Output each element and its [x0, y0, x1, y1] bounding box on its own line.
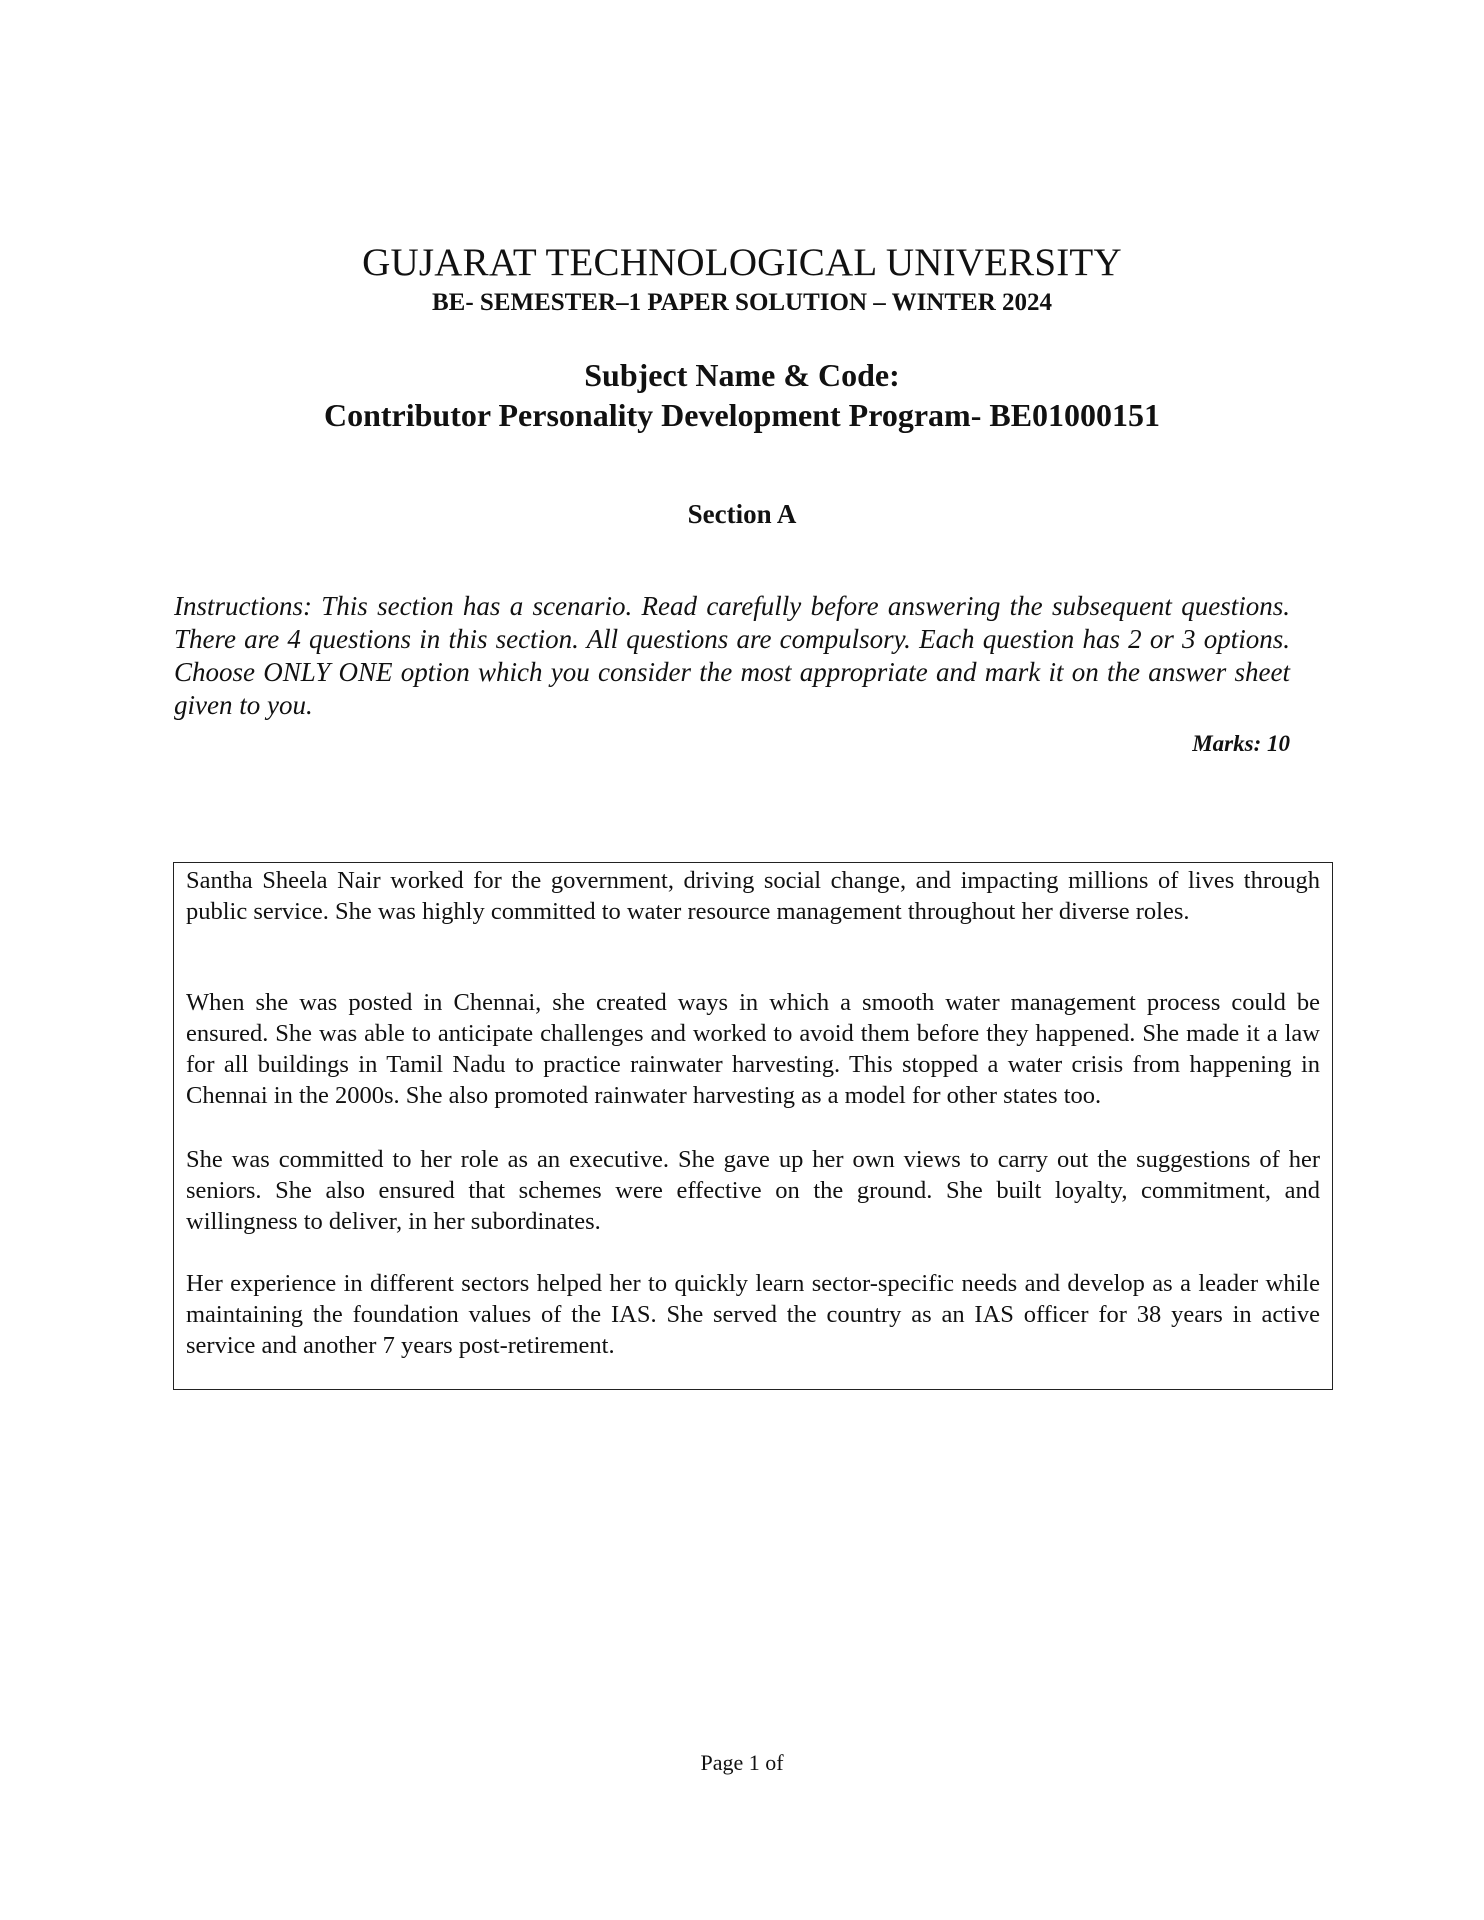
exam-subtitle: BE- SEMESTER–1 PAPER SOLUTION – WINTER 2024 — [431, 289, 1053, 316]
scenario-paragraph: Santha Sheela Nair worked for the government, driving social change, and impacting millions of lives through public service. She was highly committed to water resource management throughout her diverse roles. — [186, 867, 1320, 925]
scenario-paragraph: Her experience in different sectors helped her to quickly learn sector-specific needs and develop as a leader while maintaining the foundation values of the IAS. She served the country as an IAS officer for 38 years in active service and another 7 years post-retirement. — [186, 1270, 1320, 1359]
scenario-paragraph: When she was posted in Chennai, she created ways in which a smooth water management process could be ensured. She was able to anticipate challenges and worked to avoid them before they happened. She made it a law for all buildings in Tamil Nadu to practice rainwater harvesting. This stopped a water crisis from happening in Chennai in the 2000s. She also promoted rainwater harvesting as a model for other states too. — [186, 989, 1320, 1109]
page-number: Page 1 of — [700, 1750, 784, 1775]
university-title: GUJARAT TECHNOLOGICAL UNIVERSITY — [362, 241, 1122, 284]
marks-label: Marks: 10 — [1192, 731, 1290, 756]
subject-name-code: Contributor Personality Development Program- BE01000151 — [323, 397, 1161, 433]
scenario-paragraph: She was committed to her role as an executive. She gave up her own views to carry out the suggestions of her seniors. She also ensured that schemes were effective on the ground. She built loyalty, commitment, and willingness to deliver, in her subordinates. — [186, 1146, 1320, 1235]
scenario-box — [173, 862, 1333, 1390]
subject-label: Subject Name & Code: — [584, 357, 900, 393]
section-instructions: Instructions: This section has a scenario. Read carefully before answering the subsequent questions. There are 4 questions in this section. All questions are compulsory. Each question has 2 or 3 options. Choose ONLY ONE option which you consider the most appropriate and mark it on the answer sheet given to you. — [174, 591, 1290, 720]
section-heading: Section A — [687, 499, 797, 529]
